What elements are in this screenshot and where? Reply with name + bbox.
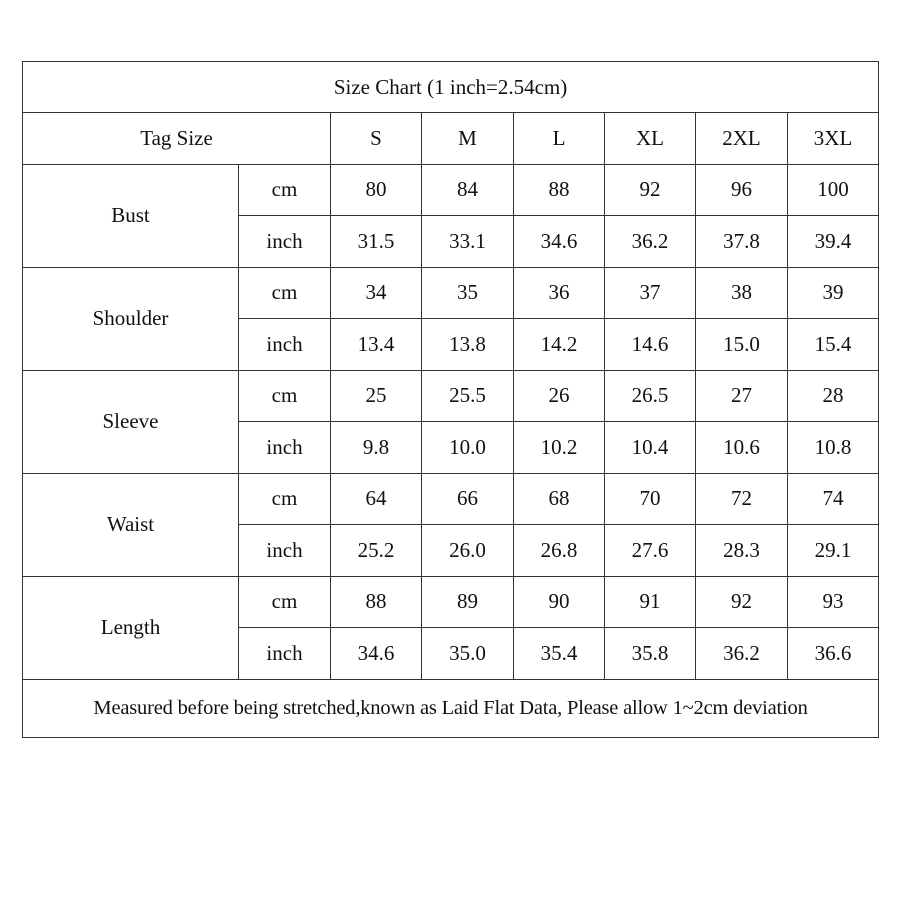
table-cell: 92 [605,164,696,216]
table-cell: 33.1 [422,216,514,268]
table-cell: 25 [331,370,422,422]
table-cell: 39.4 [788,216,879,268]
table-row [23,164,879,216]
table-cell: 27.6 [605,525,696,577]
table-cell: 72 [696,473,788,525]
table-cell: 14.6 [605,319,696,371]
table-cell: 34 [331,267,422,319]
measurement-label-waist: Waist [23,473,239,576]
footer-note: Measured before being stretched,known as Laid Flat Data, Please allow 1~2cm deviation [23,679,879,737]
table-cell: 35.8 [605,628,696,680]
title-row [23,62,879,113]
header-row [23,113,879,165]
table-cell: 25.2 [331,525,422,577]
unit-label: cm [239,267,331,319]
table-cell: 25.5 [422,370,514,422]
table-cell: 35.0 [422,628,514,680]
size-header-m: M [422,113,514,165]
measurement-label-sleeve: Sleeve [23,370,239,473]
unit-label: cm [239,473,331,525]
table-cell: 34.6 [514,216,605,268]
table-cell: 31.5 [331,216,422,268]
table-cell: 84 [422,164,514,216]
table-cell: 90 [514,576,605,628]
table-cell: 93 [788,576,879,628]
table-row [23,473,879,525]
table-cell: 10.2 [514,422,605,474]
table-cell: 88 [514,164,605,216]
unit-label: inch [239,216,331,268]
table-cell: 10.6 [696,422,788,474]
table-cell: 80 [331,164,422,216]
size-header-3xl: 3XL [788,113,879,165]
table-cell: 35.4 [514,628,605,680]
table-cell: 10.4 [605,422,696,474]
size-header-s: S [331,113,422,165]
table-cell: 36.2 [605,216,696,268]
table-cell: 26.8 [514,525,605,577]
table-cell: 36.2 [696,628,788,680]
table-cell: 64 [331,473,422,525]
table-cell: 15.0 [696,319,788,371]
measurement-label-length: Length [23,576,239,679]
table-cell: 14.2 [514,319,605,371]
unit-label: inch [239,628,331,680]
table-cell: 66 [422,473,514,525]
table-cell: 36.6 [788,628,879,680]
footer-row [23,679,879,737]
unit-label: cm [239,164,331,216]
size-header-2xl: 2XL [696,113,788,165]
table-cell: 89 [422,576,514,628]
table-cell: 37.8 [696,216,788,268]
unit-label: cm [239,576,331,628]
table-cell: 37 [605,267,696,319]
unit-label: inch [239,422,331,474]
unit-label: inch [239,319,331,371]
table-cell: 38 [696,267,788,319]
table-cell: 13.8 [422,319,514,371]
table-cell: 68 [514,473,605,525]
table-cell: 26.5 [605,370,696,422]
size-chart-table [22,61,879,738]
table-cell: 92 [696,576,788,628]
table-cell: 96 [696,164,788,216]
table-cell: 29.1 [788,525,879,577]
table-cell: 28 [788,370,879,422]
table-cell: 10.8 [788,422,879,474]
table-cell: 39 [788,267,879,319]
table-row [23,370,879,422]
size-header-l: L [514,113,605,165]
table-cell: 26 [514,370,605,422]
table-cell: 28.3 [696,525,788,577]
size-header-xl: XL [605,113,696,165]
table-cell: 74 [788,473,879,525]
table-cell: 35 [422,267,514,319]
table-row [23,267,879,319]
table-cell: 36 [514,267,605,319]
table-cell: 13.4 [331,319,422,371]
table-cell: 91 [605,576,696,628]
table-cell: 70 [605,473,696,525]
table-cell: 88 [331,576,422,628]
measurement-label-bust: Bust [23,164,239,267]
table-cell: 15.4 [788,319,879,371]
unit-label: cm [239,370,331,422]
chart-title: Size Chart (1 inch=2.54cm) [23,62,879,113]
table-cell: 34.6 [331,628,422,680]
table-cell: 100 [788,164,879,216]
table-cell: 10.0 [422,422,514,474]
unit-label: inch [239,525,331,577]
table-cell: 27 [696,370,788,422]
measurement-label-shoulder: Shoulder [23,267,239,370]
table-cell: 26.0 [422,525,514,577]
tag-size-header: Tag Size [23,113,331,165]
table-row [23,576,879,628]
table-cell: 9.8 [331,422,422,474]
